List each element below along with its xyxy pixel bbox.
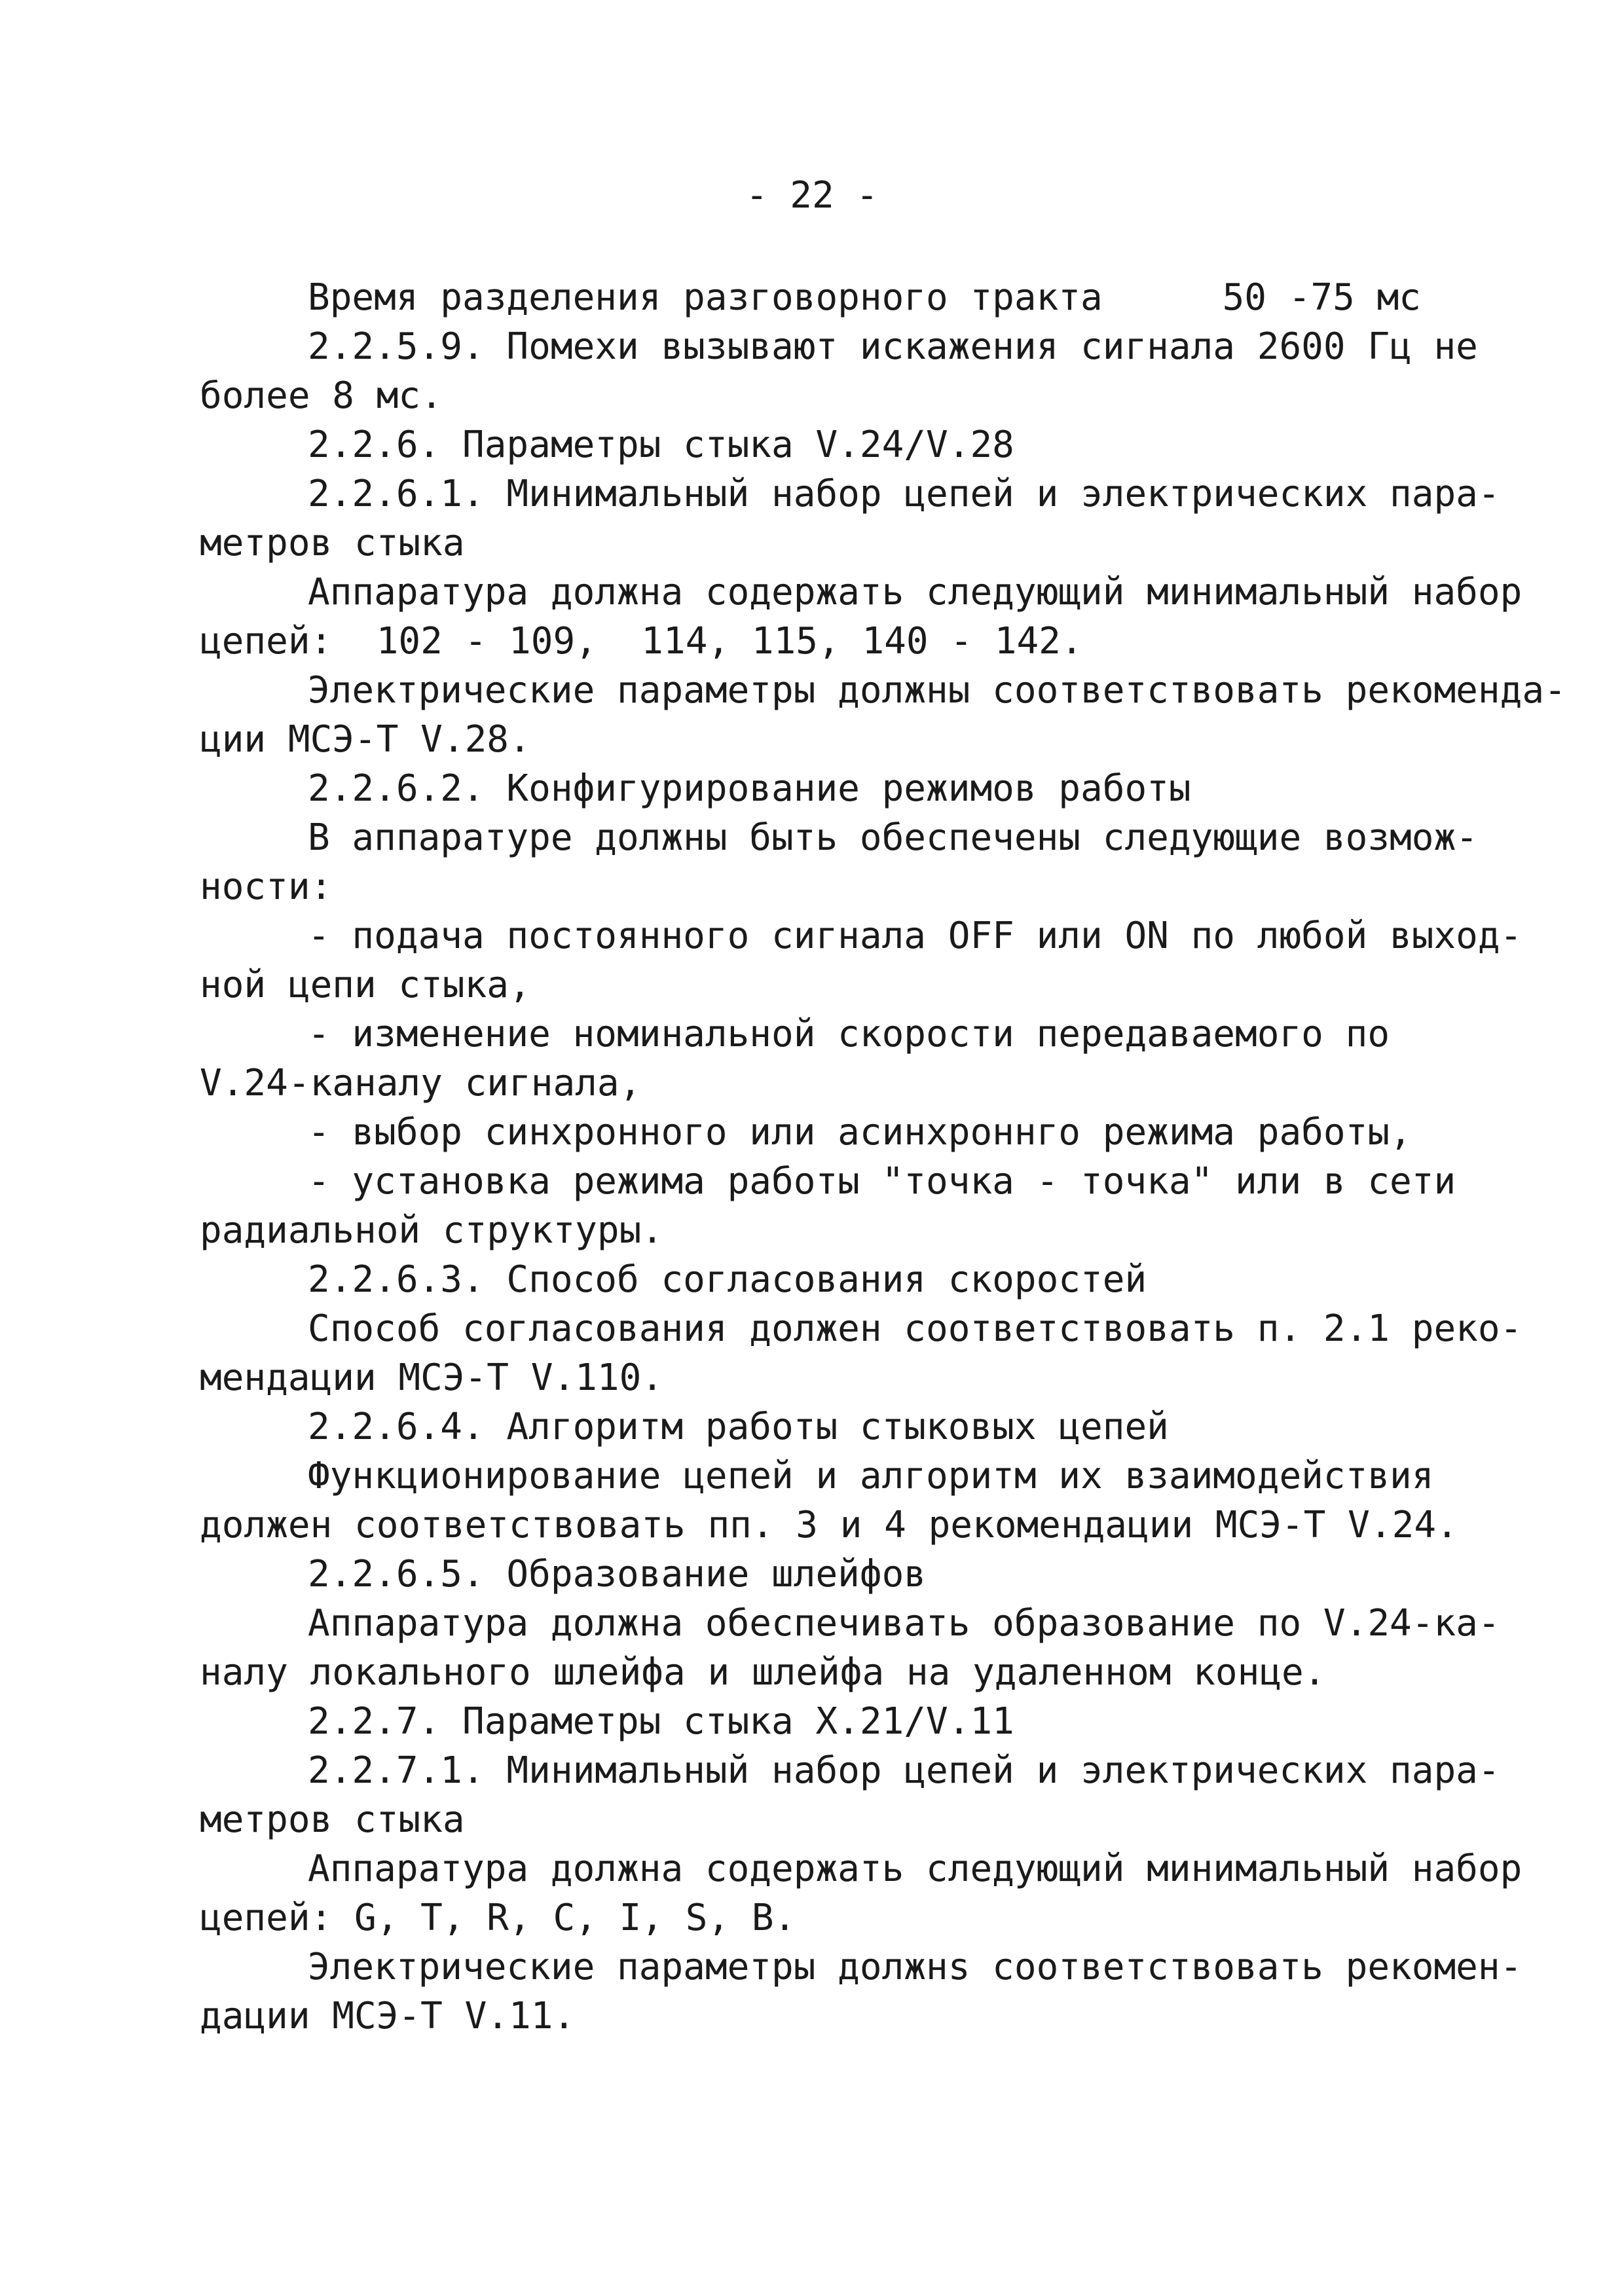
text-line: ции МСЭ-Т V.28.	[200, 718, 531, 761]
text-line: метров стыка	[200, 522, 465, 564]
text-line: V.24-каналу сигнала,	[200, 1062, 642, 1104]
text-line: метров стыка	[200, 1798, 465, 1841]
text-line: 2.2.7. Параметры стыка X.21/V.11	[308, 1700, 1014, 1743]
text-line: В аппаратуре должны быть обеспечены следующие возмож-	[308, 816, 1478, 859]
text-line: - выбор синхронного или асинхроннго режима работы,	[308, 1111, 1412, 1154]
text-line: Аппаратура должна содержать следующий минимальный набор	[308, 571, 1522, 613]
text-line: цепей: G, T, R, C, I, S, B.	[200, 1897, 796, 1939]
text-line: 2.2.6.4. Алгоритм работы стыковых цепей	[308, 1406, 1169, 1448]
text-line: 2.2.7.1. Минимальный набор цепей и электрических пара-	[308, 1749, 1500, 1792]
text-line: дации МСЭ-Т V.11.	[200, 1995, 576, 2037]
text-line-left: Время разделения разговорного тракта	[308, 276, 1103, 319]
text-line: Аппаратура должна обеспечивать образование по V.24-ка-	[308, 1602, 1500, 1645]
text-line: мендации МСЭ-Т V.110.	[200, 1357, 664, 1399]
text-line	[308, 274, 1421, 322]
text-line: радиальной структуры.	[200, 1209, 664, 1252]
text-line: цепей: 102 - 109, 114, 115, 140 - 142.	[200, 620, 1083, 663]
text-line: - установка режима работы "точка - точка" или в сети	[308, 1160, 1456, 1203]
text-line: налу локального шлейфа и шлейфа на удаленном конце.	[200, 1651, 1326, 1694]
text-line: более 8 мс.	[200, 374, 443, 417]
text-line: Функционирование цепей и алгоритм их взаимодействия	[308, 1455, 1434, 1497]
text-line: - изменение номинальной скорости передаваемого по	[308, 1013, 1390, 1055]
text-line: Способ согласования должен соответствовать п. 2.1 реко-	[308, 1307, 1522, 1350]
text-line: 2.2.6.1. Минимальный набор цепей и электрических пара-	[308, 473, 1500, 515]
text-line: 2.2.6.5. Образование шлейфов	[308, 1553, 927, 1595]
text-line: Аппаратура должна содержать следующий минимальный набор	[308, 1848, 1522, 1890]
text-line: 2.2.6.2. Конфигурирование режимов работы	[308, 767, 1191, 810]
text-line: 2.2.6. Параметры стыка V.24/V.28	[308, 424, 1014, 466]
text-line: 2.2.5.9. Помехи вызывают искажения сигнала 2600 Гц не	[308, 325, 1478, 368]
text-line: 2.2.6.3. Способ согласования скоростей	[308, 1258, 1147, 1301]
text-line: Электрические параметры должнs соответствовать рекомен-	[308, 1946, 1522, 1988]
text-line: ной цепи стыка,	[200, 964, 531, 1006]
text-line-right: 50 -75 мс	[1222, 276, 1421, 319]
text-line: - подача постоянного сигнала OFF или ON по любой выход-	[308, 915, 1522, 957]
text-line: ности:	[200, 866, 333, 908]
text-line: Электрические параметры должны соответствовать рекоменда-	[308, 669, 1566, 712]
text-line: должен соответствовать пп. 3 и 4 рекомендации МСЭ-Т V.24.	[200, 1504, 1458, 1546]
page-number: - 22 -	[745, 174, 879, 217]
